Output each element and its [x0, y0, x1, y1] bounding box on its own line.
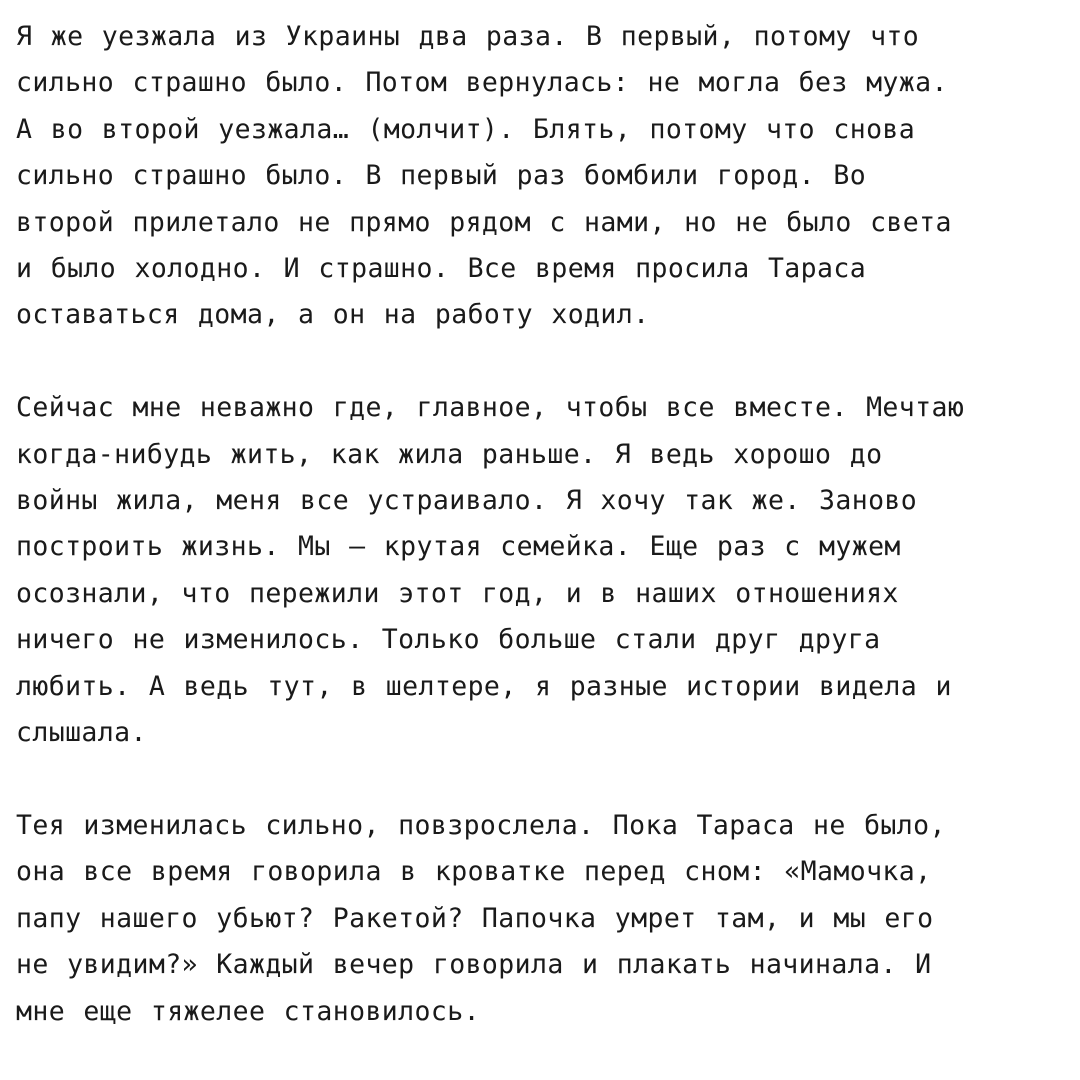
paragraph-gap — [16, 756, 1066, 802]
text-line: оставаться дома, а он на работу ходил. — [16, 299, 650, 331]
paragraph-1 — [16, 14, 1066, 339]
text-line: осознали, что пережили этот год, и в наших отношениях — [16, 577, 899, 609]
text-line: ничего не изменилось. Только больше стали друг друга — [16, 624, 881, 656]
text-line: Сейчас мне неважно где, главное, чтобы все вместе. Мечтаю — [16, 392, 965, 424]
text-line: она все время говорила в кроватке перед сном: «Мамочка, — [16, 856, 932, 888]
text-line: и было холодно. И страшно. Все время просила Тараса — [16, 253, 867, 285]
text-line: папу нашего убьют? Ракетой? Папочка умрет там, и мы его — [16, 902, 934, 934]
text-line: любить. А ведь тут, в шелтере, я разные истории видела и — [16, 670, 952, 702]
paragraph-2 — [16, 385, 1066, 756]
text-line: Я же уезжала из Украины два раза. В первый, потому что — [16, 21, 920, 52]
text-line: второй прилетало не прямо рядом с нами, но не было света — [16, 206, 952, 238]
text-line: слышала. — [16, 717, 147, 749]
text-line: сильно страшно было. В первый раз бомбили город. Во — [16, 160, 867, 192]
paragraph-gap — [16, 339, 1066, 385]
text-line: построить жизнь. Мы — крутая семейка. Еще раз с мужем — [16, 531, 901, 563]
text-line: мне еще тяжелее становилось. — [16, 995, 480, 1027]
text-line: войны жила, меня все устраивало. Я хочу так же. Заново — [16, 485, 918, 517]
text-line: А во второй уезжала… (молчит). Блять, потому что снова — [16, 113, 916, 145]
text-line: когда-нибудь жить, как жила раньше. Я ведь хорошо до — [16, 438, 883, 470]
text-line: сильно страшно было. Потом вернулась: не могла без мужа. — [16, 67, 948, 99]
text-line: Тея изменилась сильно, повзрослела. Пока Тараса не было, — [16, 809, 946, 841]
text-line: не увидим?» Каждый вечер говорила и плакать начинала. И — [16, 949, 932, 981]
paragraph-3 — [16, 803, 1066, 1035]
